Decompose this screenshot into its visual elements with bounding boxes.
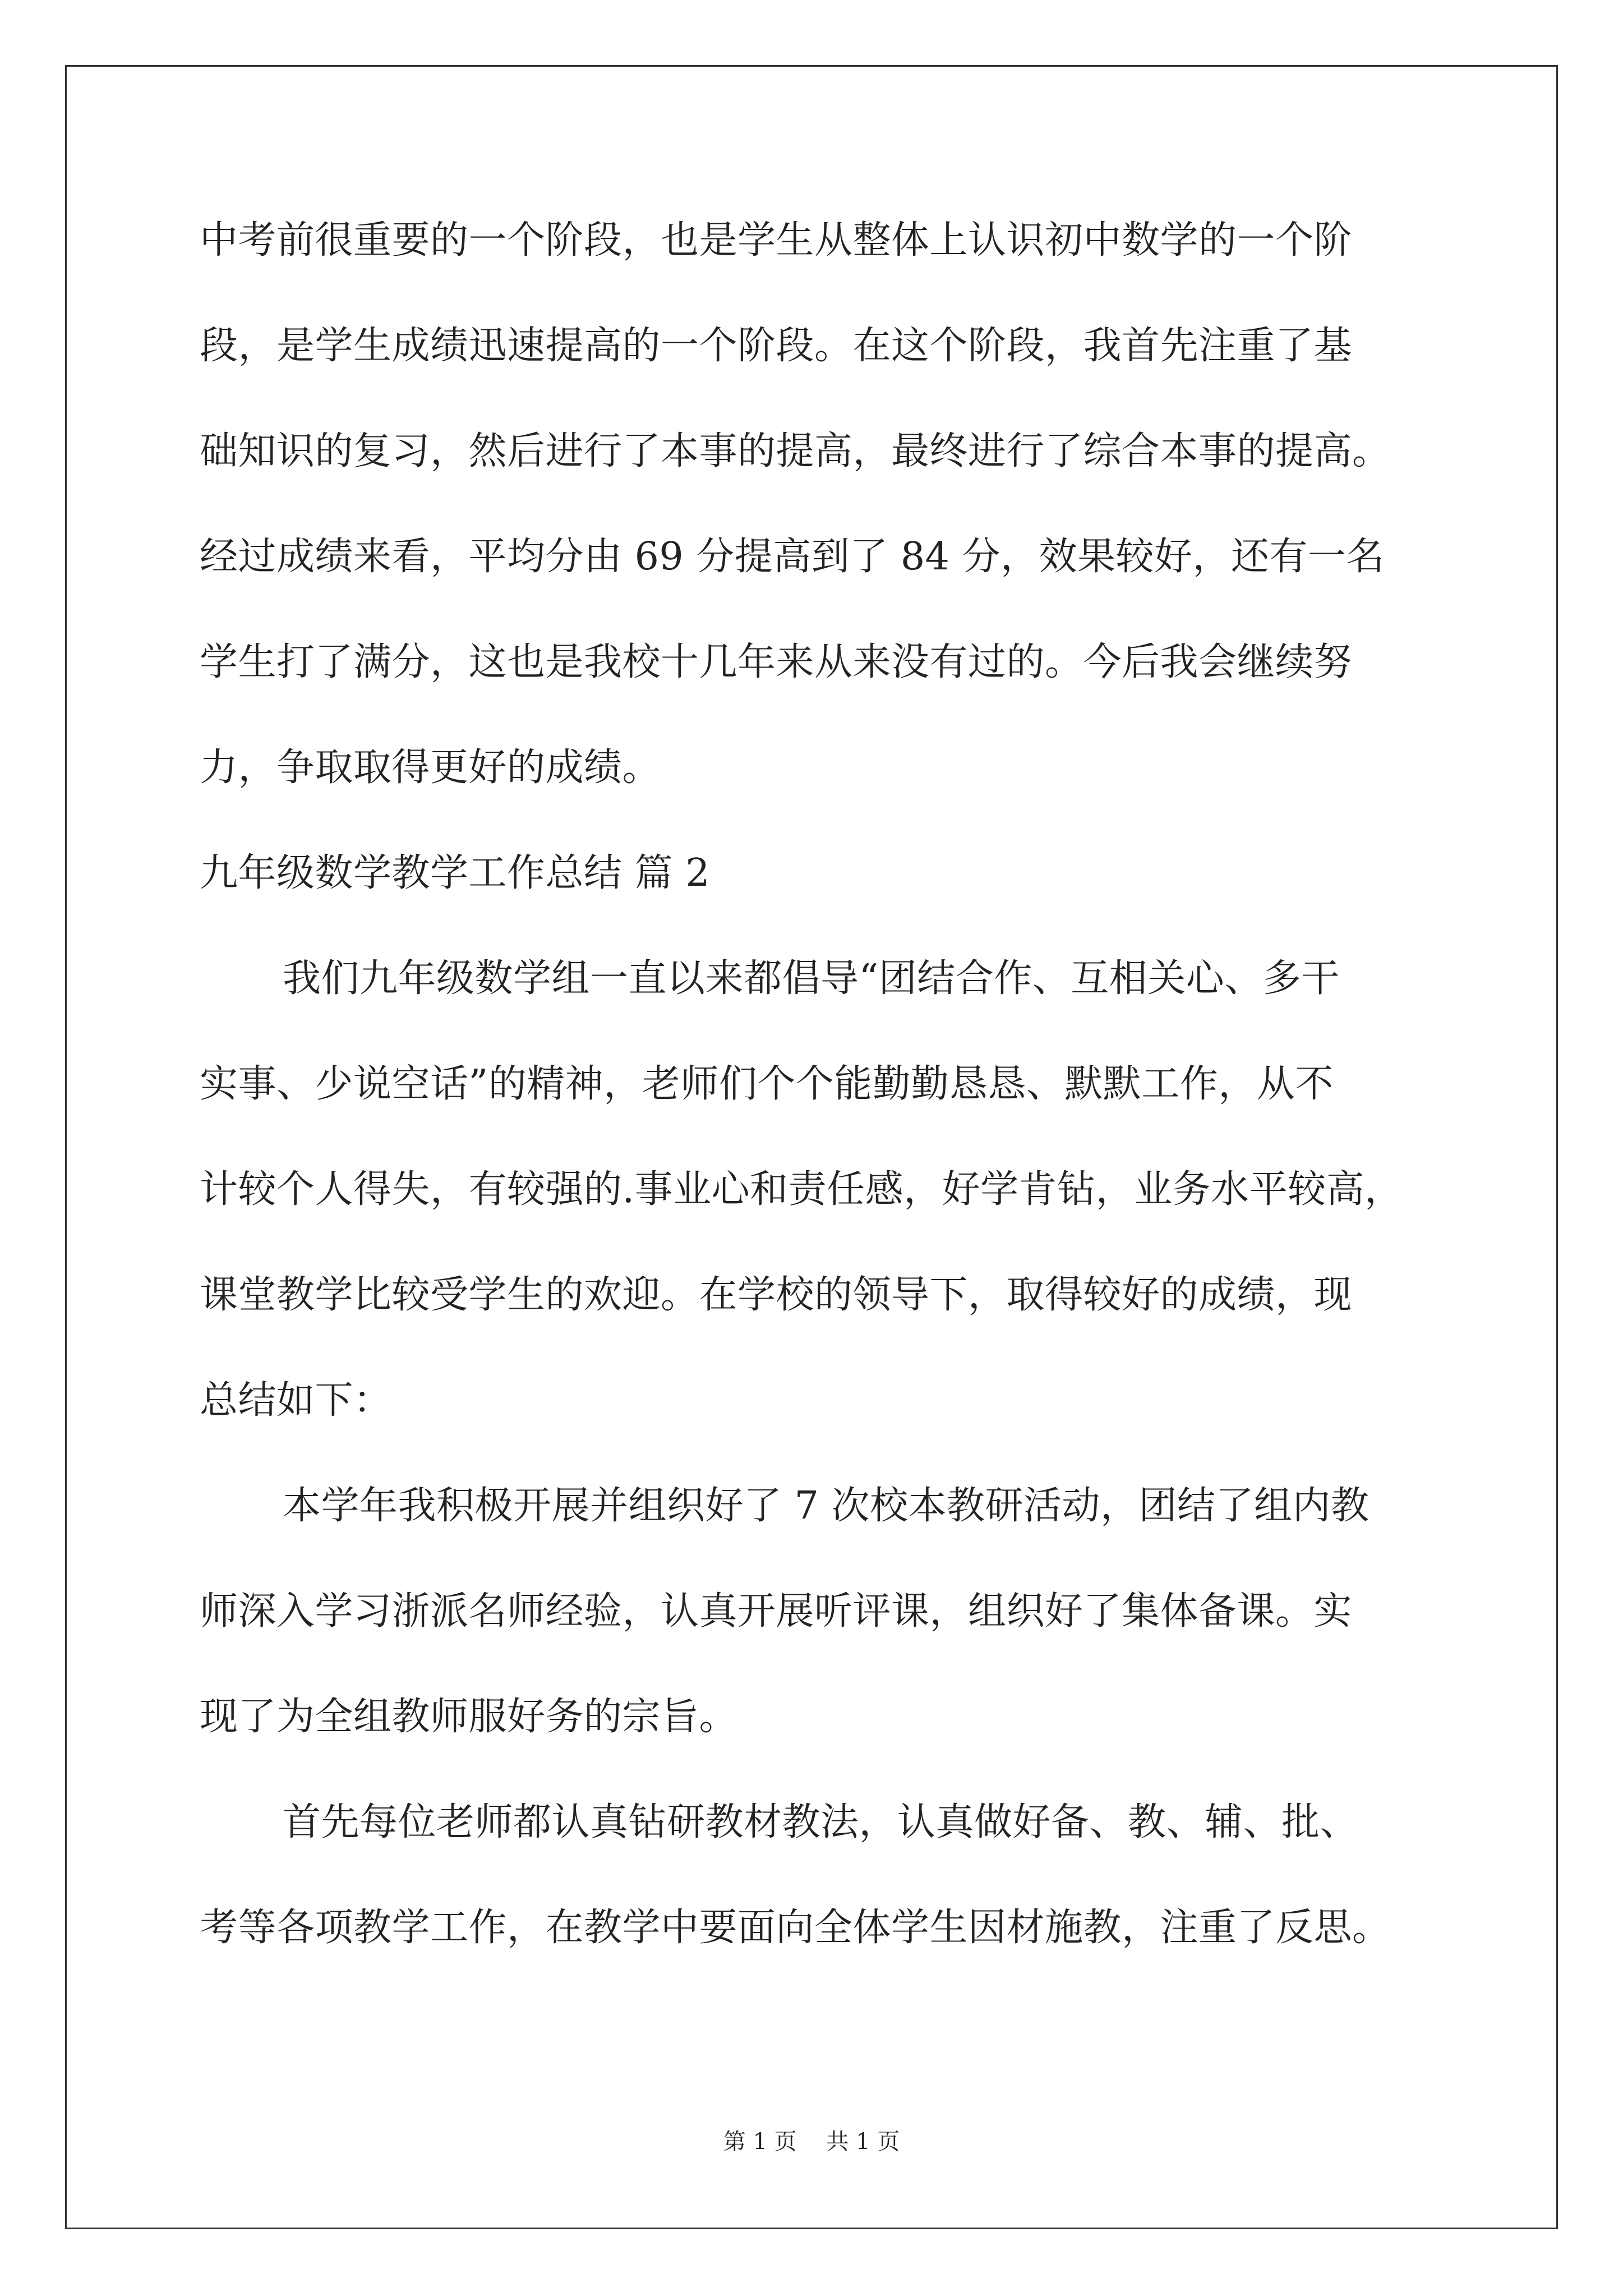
paragraph-line: 实事、少说空话”的精神，老师们个个能勤勤恳恳、默默工作，从不 <box>200 1062 1334 1106</box>
paragraph-line: 学生打了满分，这也是我校十几年来从来没有过的。今后我会继续努 <box>200 640 1353 684</box>
paragraph-line: 课堂教学比较受学生的欢迎。在学校的领导下，取得较好的成绩，现 <box>200 1273 1353 1317</box>
page-total: 共 1 页 <box>826 2129 900 2155</box>
paragraph-line: 中考前很重要的一个阶段，也是学生从整体上认识初中数学的一个阶 <box>200 218 1353 263</box>
paragraph-line: 经过成绩来看，平均分由 69 分提高到了 84 分，效果较好，还有一名 <box>200 535 1385 579</box>
paragraph-line: 首先每位老师都认真钻研教材教法，认真做好备、教、辅、批、 <box>283 1800 1359 1844</box>
section-heading: 九年级数学教学工作总结 篇 2 <box>200 851 710 895</box>
paragraph-line: 师深入学习浙派名师经验，认真开展听评课，组织好了集体备课。实 <box>200 1589 1353 1634</box>
paragraph-line: 总结如下： <box>200 1378 392 1423</box>
paragraph-line: 现了为全组教师服好务的宗旨。 <box>200 1695 738 1739</box>
paragraph-line: 础知识的复习，然后进行了本事的提高，最终进行了综合本事的提高。 <box>200 429 1391 473</box>
page-number: 第 1 页 <box>723 2129 797 2155</box>
paragraph-line: 力，争取取得更好的成绩。 <box>200 746 661 790</box>
paragraph-line: 本学年我积极开展并组织好了 7 次校本教研活动，团结了组内教 <box>283 1484 1370 1528</box>
page-footer <box>0 2126 1623 2157</box>
paragraph-line: 计较个人得失，有较强的.事业心和责任感，好学肯钻，业务水平较高， <box>200 1167 1403 1212</box>
paragraph-line: 段，是学生成绩迅速提高的一个阶段。在这个阶段，我首先注重了基 <box>200 324 1353 368</box>
paragraph-line: 考等各项教学工作，在教学中要面向全体学生因材施教，注重了反思。 <box>200 1906 1391 1950</box>
paragraph-line: 我们九年级数学组一直以来都倡导“团结合作、互相关心、多干 <box>283 956 1340 1001</box>
